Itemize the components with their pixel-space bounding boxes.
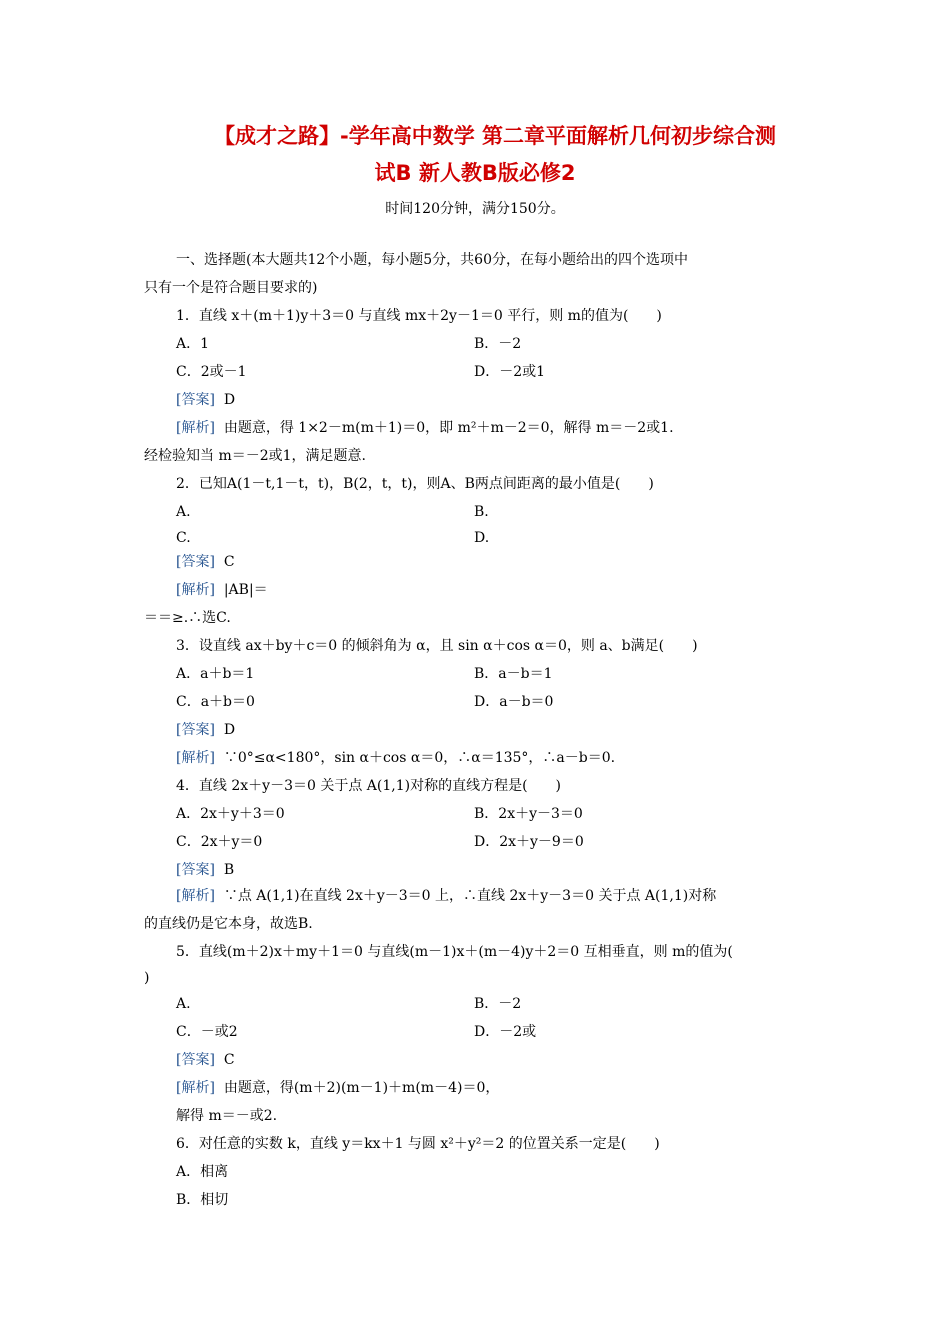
question-5-stem: 5．直线(m＋2)x＋my＋1＝0 与直线(m－1)x＋(m－4)y＋2＝0 互相垂直，则 m的值为(: [176, 944, 733, 960]
q1-analysis: [176, 418, 674, 438]
q5-analysis: [176, 1078, 499, 1098]
question-3-stem: 3．设直线 ax＋by＋c＝0 的倾斜角为 α，且 sin α＋cos α＝0，则 a、b满足( ): [176, 638, 698, 654]
document-subtitle: 时间120分钟，满分150分。: [385, 201, 565, 217]
q4-analysis-text: ∵点 A(1,1)在直线 2x＋y－3＝0 上，∴直线 2x＋y－3＝0 关于点 A(1,1)对称: [223, 888, 717, 904]
q2-option-a: A.: [176, 504, 191, 520]
q1-option-b: B．－2: [474, 336, 522, 352]
q4-answer-value: B: [223, 862, 235, 878]
q2-option-b: B.: [474, 504, 489, 520]
q3-analysis: [176, 748, 615, 768]
q5-option-d: D．－2或: [474, 1024, 537, 1040]
q3-answer-value: D: [223, 722, 236, 738]
q2-analysis-text: |AB|＝: [223, 582, 268, 598]
question-6-stem: 6．对任意的实数 k，直线 y＝kx＋1 与圆 x²＋y²＝2 的位置关系一定是( ): [176, 1136, 660, 1152]
q1-analysis-cont: 经检验知当 m＝－2或1，满足题意.: [144, 448, 366, 464]
q5-analysis-text: 由题意，得(m＋2)(m－1)＋m(m－4)＝0，: [223, 1080, 500, 1096]
q2-option-d: D.: [474, 530, 490, 546]
q5-answer-value: C: [223, 1052, 235, 1068]
analysis-tag: [解析]: [176, 750, 215, 766]
q2-option-c: C.: [176, 530, 191, 546]
q1-option-d: D．－2或1: [474, 364, 546, 380]
q5-option-c: C．－或2: [176, 1024, 238, 1040]
q1-option-c: C．2或－1: [176, 364, 247, 380]
q3-option-b: B．a－b＝1: [474, 666, 553, 682]
q3-answer: [176, 720, 235, 740]
q5-answer: [176, 1050, 235, 1070]
question-2-stem: 2．已知A(1－t,1－t，t)，B(2，t，t)，则A、B两点间距离的最小值是( ): [176, 476, 654, 492]
q2-analysis-cont: ＝＝≥.∴选C.: [144, 610, 231, 626]
answer-tag: [答案]: [176, 392, 215, 408]
question-1-stem: 1．直线 x＋(m＋1)y＋3＝0 与直线 mx＋2y－1＝0 平行，则 m的值为( ): [176, 308, 662, 324]
answer-tag: [答案]: [176, 862, 215, 878]
answer-tag: [答案]: [176, 1052, 215, 1068]
q3-option-a: A．a＋b＝1: [176, 666, 255, 682]
analysis-tag: [解析]: [176, 582, 215, 598]
q2-answer: [176, 552, 235, 572]
q4-analysis-cont: 的直线仍是它本身，故选B.: [144, 916, 313, 932]
section-header: 一、选择题(本大题共12个小题，每小题5分，共60分，在每小题给出的四个选项中: [176, 252, 688, 268]
analysis-tag: [解析]: [176, 888, 215, 904]
question-4-stem: 4．直线 2x＋y－3＝0 关于点 A(1,1)对称的直线方程是( ): [176, 778, 562, 794]
q5-option-b: B．－2: [474, 996, 522, 1012]
q5-analysis-cont: 解得 m＝－或2.: [176, 1108, 278, 1124]
q1-analysis-text: 由题意，得 1×2－m(m＋1)＝0，即 m²＋m－2＝0，解得 m＝－2或1.: [223, 420, 674, 436]
q4-option-b: B．2x＋y－3＝0: [474, 806, 583, 822]
answer-tag: [答案]: [176, 722, 215, 738]
q6-option-b: B．相切: [176, 1192, 229, 1208]
q4-analysis: [176, 886, 716, 906]
section-header-cont: 只有一个是符合题目要求的): [144, 280, 318, 296]
analysis-tag: [解析]: [176, 1080, 215, 1096]
q2-answer-value: C: [223, 554, 235, 570]
q6-option-a: A．相离: [176, 1164, 229, 1180]
q4-option-c: C．2x＋y＝0: [176, 834, 263, 850]
answer-tag: [答案]: [176, 554, 215, 570]
q4-option-d: D．2x＋y－9＝0: [474, 834, 584, 850]
q4-option-a: A．2x＋y＋3＝0: [176, 806, 285, 822]
question-5-stem-cont: ): [144, 970, 150, 986]
document-title-line2: 试B 新人教B版必修2: [374, 161, 576, 185]
q3-analysis-text: ∵0°≤α<180°，sin α＋cos α＝0，∴α＝135°，∴a－b＝0.: [223, 750, 616, 766]
analysis-tag: [解析]: [176, 420, 215, 436]
document-title-line1: 【成才之路】-学年高中数学 第二章平面解析几何初步综合测: [213, 124, 777, 148]
q3-option-d: D．a－b＝0: [474, 694, 554, 710]
q1-answer: [176, 390, 235, 410]
q1-option-a: A．1: [176, 336, 210, 352]
q5-option-a: A.: [176, 996, 191, 1012]
q3-option-c: C．a＋b＝0: [176, 694, 255, 710]
q2-analysis: [176, 580, 268, 600]
q1-answer-value: D: [223, 392, 236, 408]
q4-answer: [176, 860, 234, 880]
